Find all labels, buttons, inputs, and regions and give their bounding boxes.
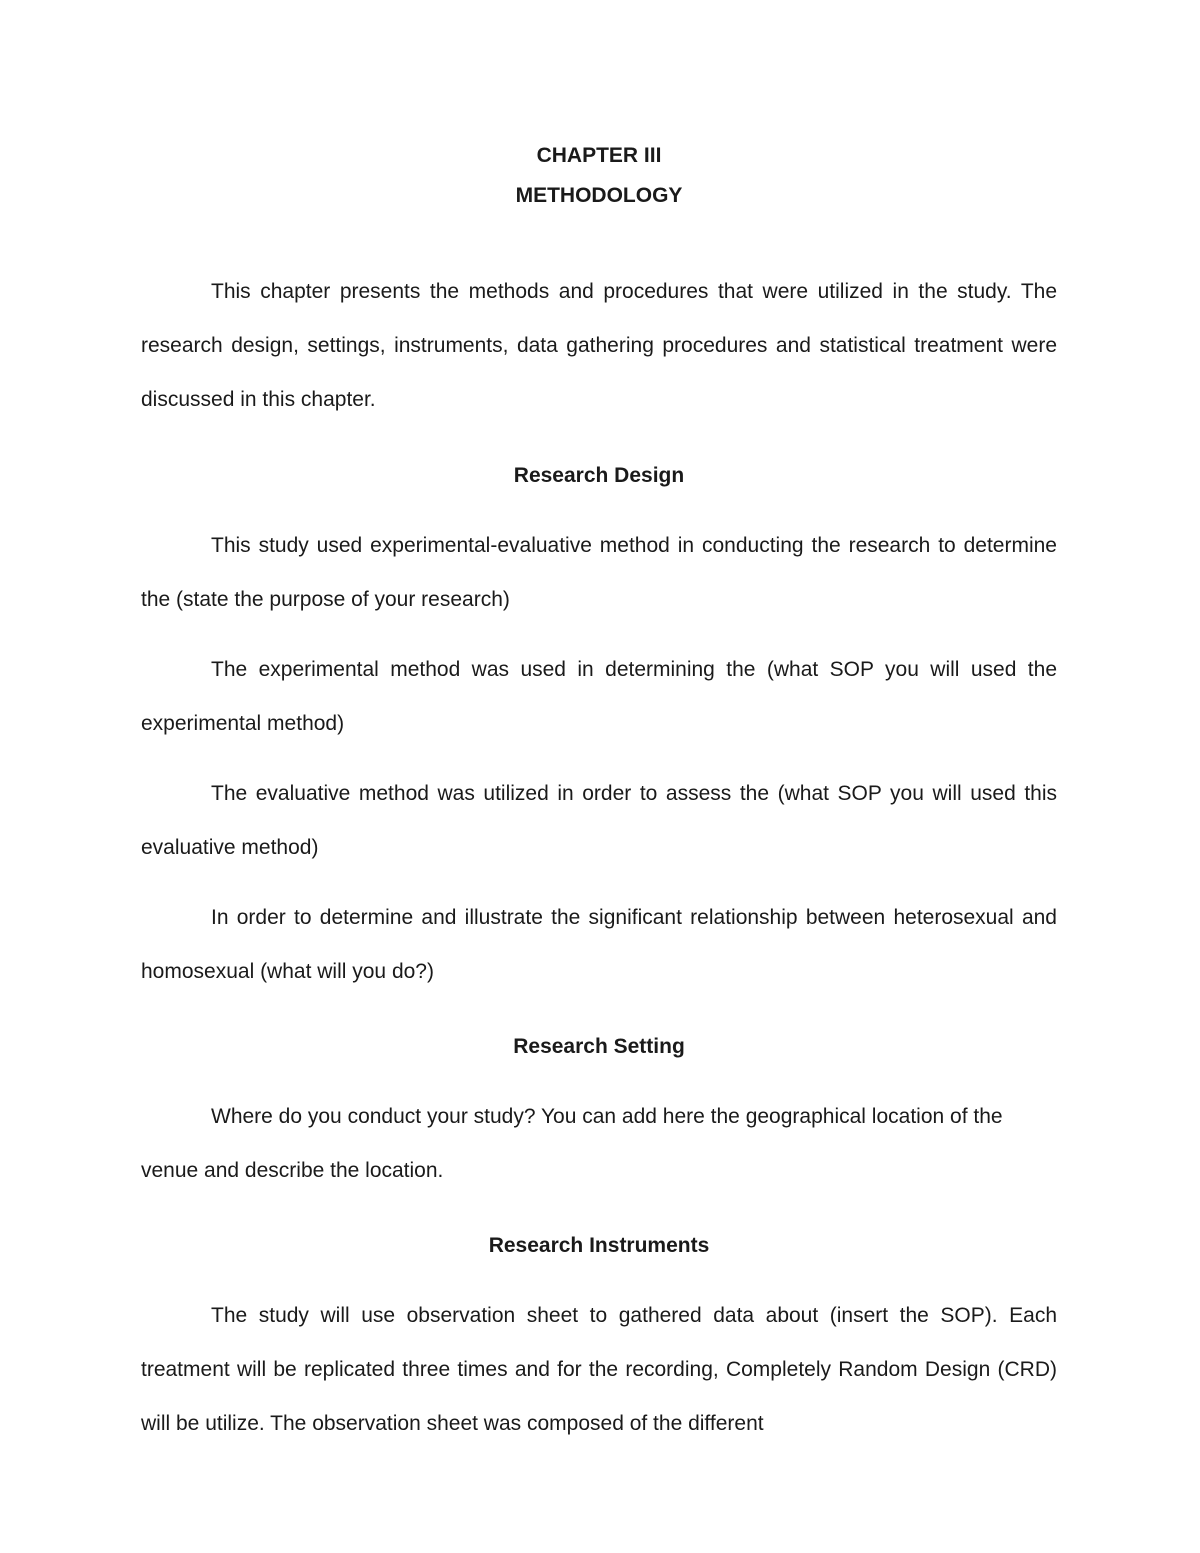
research-instruments-paragraph-text: The study will use observation sheet to gathered data about (insert the SOP). Each treatment will be replicated three times and for the recording, Completely Random Design (CRD) will be utilize. The observation sheet was composed of the different	[141, 1304, 1057, 1435]
research-design-paragraph-1	[141, 519, 1057, 627]
research-design-paragraph-2-text: The experimental method was used in determining the (what SOP you will used the experimental method)	[141, 658, 1057, 735]
chapter-number: CHAPTER III	[536, 144, 662, 167]
intro-paragraph-text: This chapter presents the methods and procedures that were utilized in the study. The research design, settings, instruments, data gathering procedures and statistical treatment were discussed in this chapter.	[141, 280, 1057, 411]
section-heading-research-design: Research Design	[513, 464, 685, 487]
research-setting-paragraph-text: Where do you conduct your study? You can add here the geographical location of the venue and describe the location.	[141, 1105, 1003, 1182]
chapter-title: METHODOLOGY	[515, 184, 683, 207]
section-heading-research-setting: Research Setting	[513, 1035, 685, 1058]
research-design-paragraph-1-text: This study used experimental-evaluative method in conducting the research to determine the (state the purpose of your research)	[141, 534, 1057, 611]
research-design-paragraph-2	[141, 643, 1057, 751]
document-content	[141, 142, 1057, 1451]
research-design-paragraph-4-text: In order to determine and illustrate the significant relationship between heterosexual and homosexual (what will you do?)	[141, 906, 1057, 983]
research-setting-paragraph	[141, 1090, 1057, 1198]
intro-paragraph	[141, 265, 1057, 427]
research-instruments-paragraph	[141, 1289, 1057, 1451]
research-design-paragraph-3	[141, 767, 1057, 875]
section-heading-research-instruments: Research Instruments	[488, 1234, 710, 1257]
research-design-paragraph-4	[141, 891, 1057, 999]
research-design-paragraph-3-text: The evaluative method was utilized in order to assess the (what SOP you will used this evaluative method)	[141, 782, 1057, 859]
